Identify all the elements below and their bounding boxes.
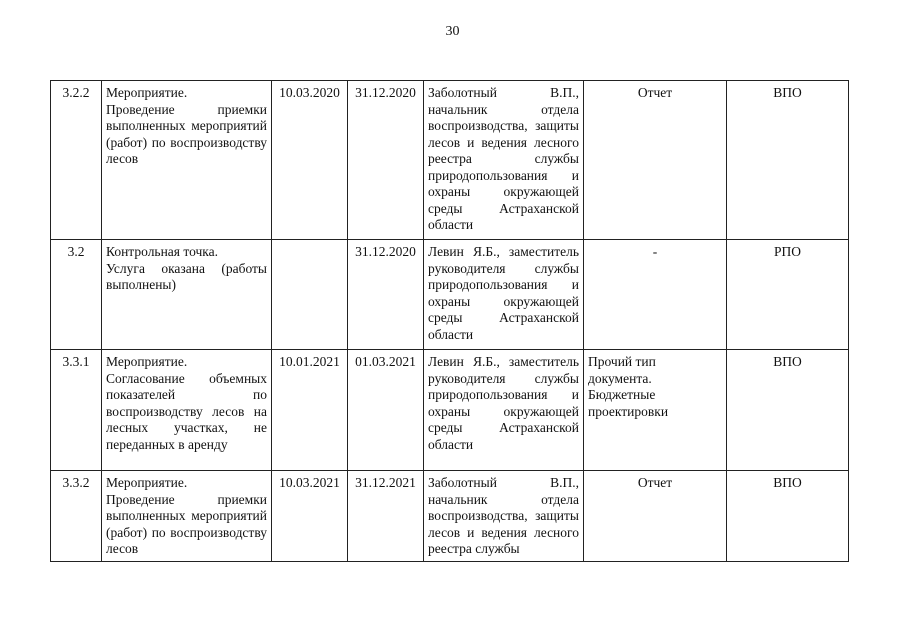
end-date-cell: 31.12.2021 bbox=[348, 471, 424, 562]
responsible-cell: Левин Я.Б., заместитель руководителя службы природопользования и охраны окружающей среды Астраханской области bbox=[424, 350, 584, 471]
level-cell: ВПО bbox=[727, 81, 849, 240]
start-date-cell bbox=[272, 240, 348, 350]
control-plan-table bbox=[50, 80, 849, 562]
end-date-cell: 31.12.2020 bbox=[348, 81, 424, 240]
table-row bbox=[51, 471, 849, 562]
result-cell: Отчет bbox=[584, 81, 727, 240]
end-date-cell: 01.03.2021 bbox=[348, 350, 424, 471]
event-description-cell: Мероприятие. Согласование объемных показателей по воспроизводству лесов на лесных участках, не переданных в аренду bbox=[102, 350, 272, 471]
row-number-cell: 3.2 bbox=[51, 240, 102, 350]
table-row bbox=[51, 81, 849, 240]
level-cell: ВПО bbox=[727, 471, 849, 562]
row-number-cell: 3.2.2 bbox=[51, 81, 102, 240]
result-cell: Прочий тип документа. Бюджетные проектировки bbox=[584, 350, 727, 471]
end-date-cell: 31.12.2020 bbox=[348, 240, 424, 350]
level-cell: РПО bbox=[727, 240, 849, 350]
event-description-cell: Мероприятие. Проведение приемки выполненных мероприятий (работ) по воспроизводству лесов bbox=[102, 471, 272, 562]
result-cell: - bbox=[584, 240, 727, 350]
responsible-cell: Заболотный В.П., начальник отдела воспроизводства, защиты лесов и ведения лесного реестра службы природопользования и охраны окружающей среды Астраханской области bbox=[424, 81, 584, 240]
event-description-cell: Контрольная точка. Услуга оказана (работы выполнены) bbox=[102, 240, 272, 350]
responsible-cell: Левин Я.Б., заместитель руководителя службы природопользования и охраны окружающей среды Астраханской области bbox=[424, 240, 584, 350]
row-number-cell: 3.3.1 bbox=[51, 350, 102, 471]
result-cell: Отчет bbox=[584, 471, 727, 562]
row-number-cell: 3.3.2 bbox=[51, 471, 102, 562]
start-date-cell: 10.03.2021 bbox=[272, 471, 348, 562]
event-description-cell: Мероприятие. Проведение приемки выполненных мероприятий (работ) по воспроизводству лесов bbox=[102, 81, 272, 240]
page-number: 30 bbox=[445, 24, 460, 39]
level-cell: ВПО bbox=[727, 350, 849, 471]
responsible-cell: Заболотный В.П., начальник отдела воспроизводства, защиты лесов и ведения лесного реестра службы bbox=[424, 471, 584, 562]
table-row bbox=[51, 350, 849, 471]
start-date-cell: 10.01.2021 bbox=[272, 350, 348, 471]
table-row bbox=[51, 240, 849, 350]
start-date-cell: 10.03.2020 bbox=[272, 81, 348, 240]
